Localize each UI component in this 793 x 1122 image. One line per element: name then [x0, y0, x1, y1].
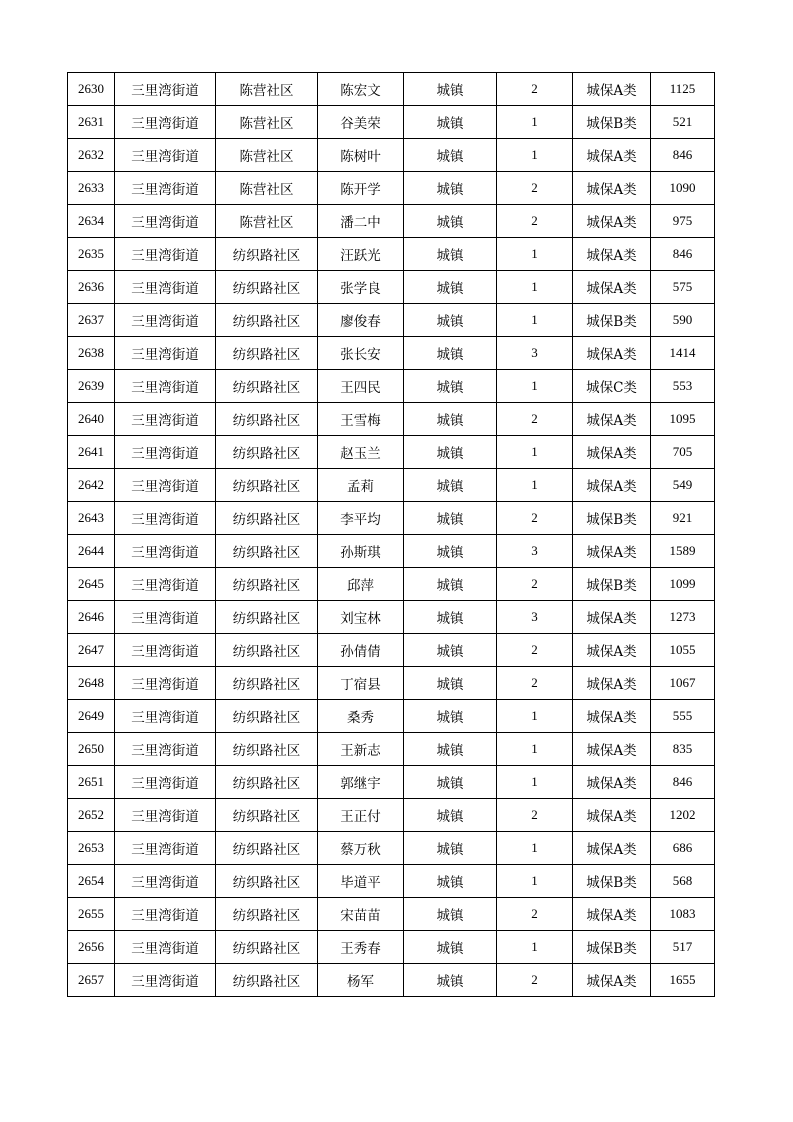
cell-insurance-category: 城保A类	[573, 667, 651, 700]
cell-serial-number: 2651	[68, 766, 115, 799]
cell-serial-number: 2634	[68, 205, 115, 238]
cell-name: 杨军	[318, 964, 404, 997]
cell-area-type: 城镇	[404, 601, 497, 634]
cell-street: 三里湾街道	[115, 766, 216, 799]
table-row	[68, 106, 715, 139]
table-row	[68, 205, 715, 238]
cell-serial-number: 2642	[68, 469, 115, 502]
cell-amount: 568	[651, 865, 715, 898]
cell-name: 汪跃光	[318, 238, 404, 271]
cell-amount: 1083	[651, 898, 715, 931]
cell-name: 孙斯琪	[318, 535, 404, 568]
cell-community: 纺织路社区	[216, 568, 318, 601]
cell-area-type: 城镇	[404, 73, 497, 106]
table-row	[68, 436, 715, 469]
cell-household-size: 1	[497, 436, 573, 469]
cell-community: 纺织路社区	[216, 667, 318, 700]
cell-street: 三里湾街道	[115, 370, 216, 403]
cell-street: 三里湾街道	[115, 898, 216, 931]
cell-area-type: 城镇	[404, 700, 497, 733]
cell-household-size: 3	[497, 535, 573, 568]
cell-insurance-category: 城保A类	[573, 436, 651, 469]
cell-amount: 555	[651, 700, 715, 733]
cell-community: 纺织路社区	[216, 436, 318, 469]
cell-household-size: 2	[497, 205, 573, 238]
cell-name: 毕道平	[318, 865, 404, 898]
cell-area-type: 城镇	[404, 766, 497, 799]
cell-community: 纺织路社区	[216, 337, 318, 370]
table-row	[68, 601, 715, 634]
cell-household-size: 3	[497, 601, 573, 634]
cell-community: 纺织路社区	[216, 238, 318, 271]
table-row	[68, 337, 715, 370]
cell-amount: 517	[651, 931, 715, 964]
cell-amount: 921	[651, 502, 715, 535]
cell-community: 陈营社区	[216, 205, 318, 238]
cell-household-size: 3	[497, 337, 573, 370]
cell-community: 纺织路社区	[216, 898, 318, 931]
cell-insurance-category: 城保A类	[573, 832, 651, 865]
table-row	[68, 271, 715, 304]
cell-household-size: 1	[497, 700, 573, 733]
cell-serial-number: 2640	[68, 403, 115, 436]
cell-area-type: 城镇	[404, 832, 497, 865]
cell-name: 陈开学	[318, 172, 404, 205]
table-row	[68, 733, 715, 766]
cell-insurance-category: 城保A类	[573, 964, 651, 997]
cell-name: 王四民	[318, 370, 404, 403]
cell-amount: 975	[651, 205, 715, 238]
cell-street: 三里湾街道	[115, 73, 216, 106]
cell-amount: 1090	[651, 172, 715, 205]
cell-serial-number: 2639	[68, 370, 115, 403]
cell-amount: 521	[651, 106, 715, 139]
cell-community: 纺织路社区	[216, 601, 318, 634]
table-row	[68, 964, 715, 997]
table-row	[68, 172, 715, 205]
cell-area-type: 城镇	[404, 502, 497, 535]
cell-street: 三里湾街道	[115, 502, 216, 535]
cell-street: 三里湾街道	[115, 733, 216, 766]
cell-street: 三里湾街道	[115, 271, 216, 304]
cell-amount: 1414	[651, 337, 715, 370]
cell-serial-number: 2653	[68, 832, 115, 865]
cell-insurance-category: 城保A类	[573, 172, 651, 205]
cell-community: 纺织路社区	[216, 469, 318, 502]
cell-serial-number: 2657	[68, 964, 115, 997]
table-row	[68, 799, 715, 832]
cell-community: 陈营社区	[216, 106, 318, 139]
cell-insurance-category: 城保B类	[573, 106, 651, 139]
cell-name: 廖俊春	[318, 304, 404, 337]
cell-household-size: 1	[497, 238, 573, 271]
cell-street: 三里湾街道	[115, 535, 216, 568]
cell-amount: 835	[651, 733, 715, 766]
cell-amount: 1202	[651, 799, 715, 832]
cell-community: 纺织路社区	[216, 931, 318, 964]
roster-table	[67, 72, 715, 997]
cell-serial-number: 2655	[68, 898, 115, 931]
cell-community: 纺织路社区	[216, 733, 318, 766]
cell-insurance-category: 城保A类	[573, 799, 651, 832]
cell-serial-number: 2637	[68, 304, 115, 337]
cell-amount: 553	[651, 370, 715, 403]
cell-area-type: 城镇	[404, 733, 497, 766]
cell-name: 刘宝林	[318, 601, 404, 634]
cell-name: 谷美荣	[318, 106, 404, 139]
cell-amount: 846	[651, 766, 715, 799]
cell-street: 三里湾街道	[115, 469, 216, 502]
cell-name: 丁宿县	[318, 667, 404, 700]
cell-name: 邱萍	[318, 568, 404, 601]
cell-area-type: 城镇	[404, 667, 497, 700]
cell-serial-number: 2636	[68, 271, 115, 304]
cell-household-size: 2	[497, 172, 573, 205]
cell-insurance-category: 城保A类	[573, 403, 651, 436]
cell-insurance-category: 城保A类	[573, 898, 651, 931]
cell-household-size: 1	[497, 304, 573, 337]
cell-community: 纺织路社区	[216, 370, 318, 403]
cell-area-type: 城镇	[404, 469, 497, 502]
cell-name: 张学良	[318, 271, 404, 304]
cell-name: 张长安	[318, 337, 404, 370]
cell-insurance-category: 城保B类	[573, 865, 651, 898]
cell-street: 三里湾街道	[115, 601, 216, 634]
cell-insurance-category: 城保A类	[573, 238, 651, 271]
cell-household-size: 2	[497, 73, 573, 106]
cell-amount: 575	[651, 271, 715, 304]
cell-serial-number: 2645	[68, 568, 115, 601]
table-row	[68, 634, 715, 667]
table-row	[68, 238, 715, 271]
cell-name: 王秀春	[318, 931, 404, 964]
cell-serial-number: 2654	[68, 865, 115, 898]
roster-table-body	[68, 73, 715, 997]
cell-name: 陈宏文	[318, 73, 404, 106]
cell-community: 纺织路社区	[216, 799, 318, 832]
cell-area-type: 城镇	[404, 106, 497, 139]
table-row	[68, 403, 715, 436]
cell-area-type: 城镇	[404, 139, 497, 172]
cell-area-type: 城镇	[404, 568, 497, 601]
cell-community: 纺织路社区	[216, 700, 318, 733]
cell-insurance-category: 城保B类	[573, 304, 651, 337]
cell-household-size: 2	[497, 634, 573, 667]
cell-amount: 686	[651, 832, 715, 865]
table-row	[68, 931, 715, 964]
cell-community: 纺织路社区	[216, 304, 318, 337]
table-row	[68, 898, 715, 931]
cell-name: 王雪梅	[318, 403, 404, 436]
cell-amount: 1589	[651, 535, 715, 568]
cell-community: 纺织路社区	[216, 832, 318, 865]
cell-street: 三里湾街道	[115, 337, 216, 370]
table-row	[68, 667, 715, 700]
cell-insurance-category: 城保B类	[573, 568, 651, 601]
cell-serial-number: 2648	[68, 667, 115, 700]
table-row	[68, 832, 715, 865]
cell-community: 纺织路社区	[216, 403, 318, 436]
cell-serial-number: 2638	[68, 337, 115, 370]
cell-amount: 590	[651, 304, 715, 337]
cell-household-size: 1	[497, 931, 573, 964]
cell-area-type: 城镇	[404, 271, 497, 304]
cell-serial-number: 2630	[68, 73, 115, 106]
table-row	[68, 865, 715, 898]
cell-household-size: 2	[497, 502, 573, 535]
cell-name: 桑秀	[318, 700, 404, 733]
cell-street: 三里湾街道	[115, 238, 216, 271]
cell-amount: 1067	[651, 667, 715, 700]
cell-area-type: 城镇	[404, 436, 497, 469]
cell-name: 李平均	[318, 502, 404, 535]
cell-community: 纺织路社区	[216, 271, 318, 304]
cell-street: 三里湾街道	[115, 436, 216, 469]
cell-community: 纺织路社区	[216, 964, 318, 997]
cell-serial-number: 2649	[68, 700, 115, 733]
table-row	[68, 502, 715, 535]
cell-amount: 846	[651, 139, 715, 172]
cell-insurance-category: 城保A类	[573, 73, 651, 106]
cell-serial-number: 2656	[68, 931, 115, 964]
cell-street: 三里湾街道	[115, 667, 216, 700]
cell-insurance-category: 城保A类	[573, 205, 651, 238]
cell-street: 三里湾街道	[115, 568, 216, 601]
cell-area-type: 城镇	[404, 172, 497, 205]
cell-insurance-category: 城保B类	[573, 502, 651, 535]
cell-street: 三里湾街道	[115, 865, 216, 898]
cell-name: 陈树叶	[318, 139, 404, 172]
cell-community: 纺织路社区	[216, 766, 318, 799]
cell-household-size: 1	[497, 733, 573, 766]
cell-insurance-category: 城保A类	[573, 634, 651, 667]
cell-name: 赵玉兰	[318, 436, 404, 469]
cell-street: 三里湾街道	[115, 634, 216, 667]
cell-serial-number: 2644	[68, 535, 115, 568]
cell-household-size: 2	[497, 964, 573, 997]
cell-insurance-category: 城保C类	[573, 370, 651, 403]
cell-name: 潘二中	[318, 205, 404, 238]
cell-serial-number: 2652	[68, 799, 115, 832]
cell-street: 三里湾街道	[115, 403, 216, 436]
cell-area-type: 城镇	[404, 898, 497, 931]
cell-name: 王正付	[318, 799, 404, 832]
cell-serial-number: 2632	[68, 139, 115, 172]
cell-household-size: 1	[497, 139, 573, 172]
cell-insurance-category: 城保A类	[573, 337, 651, 370]
cell-serial-number: 2650	[68, 733, 115, 766]
cell-community: 纺织路社区	[216, 634, 318, 667]
cell-street: 三里湾街道	[115, 205, 216, 238]
cell-area-type: 城镇	[404, 304, 497, 337]
cell-area-type: 城镇	[404, 535, 497, 568]
cell-serial-number: 2641	[68, 436, 115, 469]
cell-amount: 1125	[651, 73, 715, 106]
table-row	[68, 304, 715, 337]
cell-amount: 1655	[651, 964, 715, 997]
table-row	[68, 766, 715, 799]
cell-name: 宋苗苗	[318, 898, 404, 931]
cell-insurance-category: 城保B类	[573, 931, 651, 964]
cell-street: 三里湾街道	[115, 700, 216, 733]
cell-amount: 1095	[651, 403, 715, 436]
cell-insurance-category: 城保A类	[573, 535, 651, 568]
cell-household-size: 2	[497, 898, 573, 931]
cell-street: 三里湾街道	[115, 931, 216, 964]
cell-amount: 1055	[651, 634, 715, 667]
cell-serial-number: 2631	[68, 106, 115, 139]
cell-insurance-category: 城保A类	[573, 139, 651, 172]
cell-insurance-category: 城保A类	[573, 469, 651, 502]
table-row	[68, 469, 715, 502]
cell-street: 三里湾街道	[115, 799, 216, 832]
cell-amount: 705	[651, 436, 715, 469]
table-row	[68, 568, 715, 601]
cell-community: 纺织路社区	[216, 502, 318, 535]
cell-household-size: 1	[497, 832, 573, 865]
table-row	[68, 73, 715, 106]
cell-insurance-category: 城保A类	[573, 700, 651, 733]
cell-area-type: 城镇	[404, 370, 497, 403]
cell-area-type: 城镇	[404, 238, 497, 271]
cell-serial-number: 2647	[68, 634, 115, 667]
cell-street: 三里湾街道	[115, 832, 216, 865]
cell-area-type: 城镇	[404, 964, 497, 997]
cell-area-type: 城镇	[404, 799, 497, 832]
cell-insurance-category: 城保A类	[573, 271, 651, 304]
cell-household-size: 2	[497, 568, 573, 601]
cell-street: 三里湾街道	[115, 139, 216, 172]
cell-name: 王新志	[318, 733, 404, 766]
cell-name: 孟莉	[318, 469, 404, 502]
table-row	[68, 139, 715, 172]
cell-serial-number: 2646	[68, 601, 115, 634]
table-row	[68, 700, 715, 733]
cell-household-size: 1	[497, 766, 573, 799]
cell-household-size: 1	[497, 865, 573, 898]
cell-amount: 846	[651, 238, 715, 271]
cell-community: 纺织路社区	[216, 865, 318, 898]
cell-street: 三里湾街道	[115, 106, 216, 139]
cell-household-size: 2	[497, 403, 573, 436]
cell-street: 三里湾街道	[115, 172, 216, 205]
cell-community: 纺织路社区	[216, 535, 318, 568]
cell-street: 三里湾街道	[115, 964, 216, 997]
cell-household-size: 1	[497, 271, 573, 304]
cell-area-type: 城镇	[404, 337, 497, 370]
cell-household-size: 1	[497, 469, 573, 502]
cell-serial-number: 2643	[68, 502, 115, 535]
cell-name: 蔡万秋	[318, 832, 404, 865]
cell-area-type: 城镇	[404, 865, 497, 898]
table-row	[68, 370, 715, 403]
table-row	[68, 535, 715, 568]
cell-name: 孙倩倩	[318, 634, 404, 667]
cell-area-type: 城镇	[404, 403, 497, 436]
cell-area-type: 城镇	[404, 634, 497, 667]
cell-serial-number: 2633	[68, 172, 115, 205]
cell-community: 陈营社区	[216, 73, 318, 106]
cell-insurance-category: 城保A类	[573, 766, 651, 799]
cell-insurance-category: 城保A类	[573, 601, 651, 634]
cell-name: 郭继宇	[318, 766, 404, 799]
cell-household-size: 2	[497, 799, 573, 832]
cell-amount: 1099	[651, 568, 715, 601]
cell-area-type: 城镇	[404, 931, 497, 964]
cell-community: 陈营社区	[216, 139, 318, 172]
cell-community: 陈营社区	[216, 172, 318, 205]
cell-household-size: 1	[497, 106, 573, 139]
cell-household-size: 2	[497, 667, 573, 700]
cell-street: 三里湾街道	[115, 304, 216, 337]
cell-serial-number: 2635	[68, 238, 115, 271]
cell-area-type: 城镇	[404, 205, 497, 238]
cell-insurance-category: 城保A类	[573, 733, 651, 766]
cell-household-size: 1	[497, 370, 573, 403]
cell-amount: 549	[651, 469, 715, 502]
cell-amount: 1273	[651, 601, 715, 634]
